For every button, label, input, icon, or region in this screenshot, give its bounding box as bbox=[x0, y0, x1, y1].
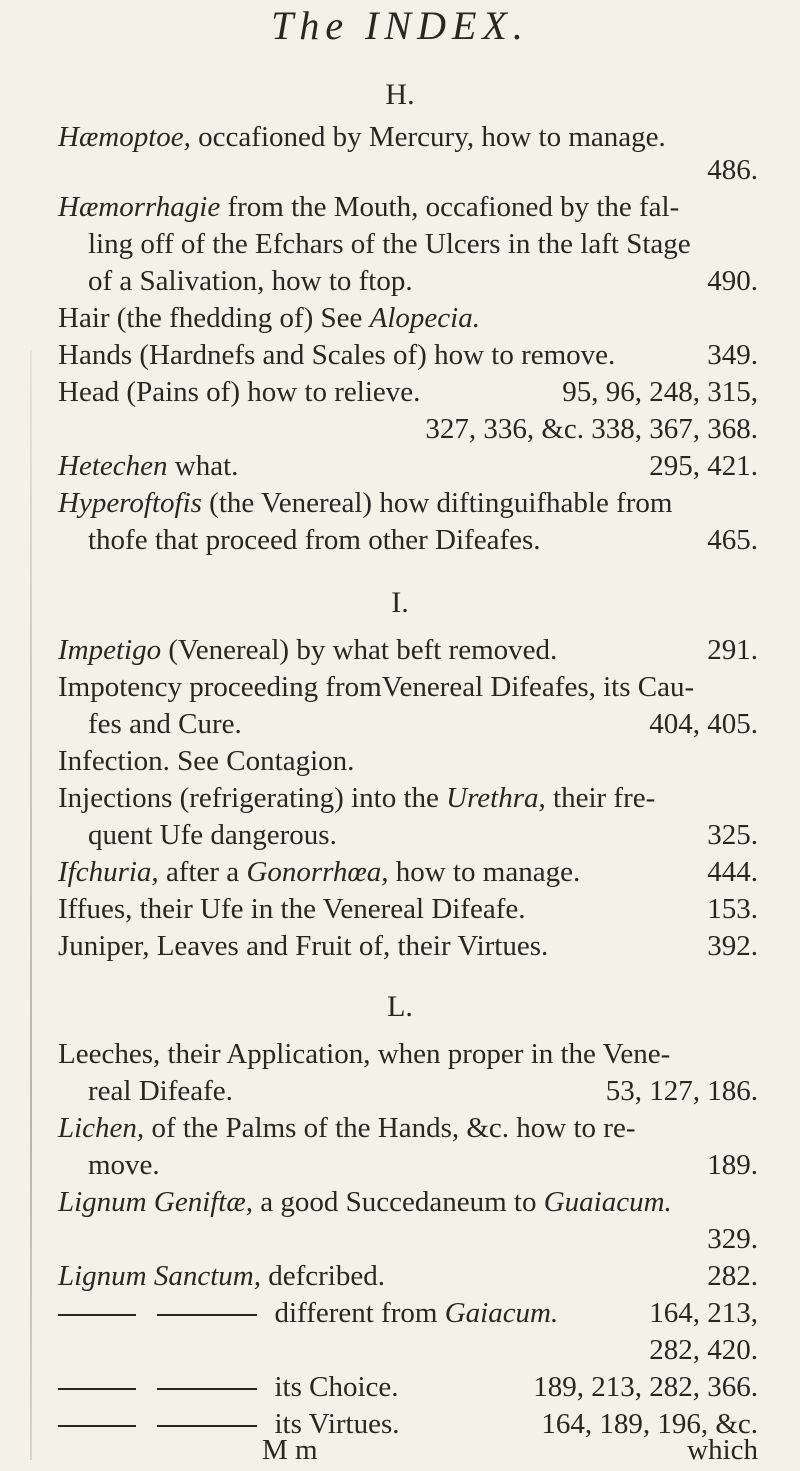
entry-pages: 444. bbox=[707, 856, 758, 888]
entry-text: after a bbox=[165, 856, 240, 888]
entry-haemorrhagie bbox=[58, 189, 758, 226]
entry-text: what. bbox=[174, 450, 239, 482]
ditto-dash bbox=[58, 1314, 136, 1316]
entry-text: Hands (Hardnefs and Scales of) how to remove. bbox=[58, 339, 616, 371]
entry-term: Ifchuria, bbox=[58, 856, 159, 888]
entry-injections bbox=[58, 780, 758, 817]
entry-pages: 404, 405. bbox=[649, 708, 758, 740]
entry-lignum-sanctum bbox=[58, 1258, 758, 1295]
entry-term: Hetechen bbox=[58, 450, 168, 482]
entry-text: defcribed. bbox=[268, 1260, 385, 1292]
entry-continuation: fes and Cure. bbox=[88, 708, 242, 740]
entry-continuation: move. bbox=[88, 1149, 160, 1181]
entry-pages: 95, 96, 248, 315, bbox=[562, 376, 758, 408]
entry-reference: Alopecia. bbox=[369, 302, 480, 334]
entry-text: (Venereal) by what beft removed. bbox=[168, 634, 558, 666]
entry-pages: 329. bbox=[707, 1223, 758, 1255]
entry-pages: 465. bbox=[707, 524, 758, 556]
entry-reference: Guaiacum. bbox=[543, 1186, 672, 1218]
page-header-title: The INDEX. bbox=[271, 3, 529, 48]
entry-term: Impetigo bbox=[58, 634, 162, 666]
page-margin-shadow bbox=[30, 350, 32, 1460]
entry-text: different from bbox=[274, 1297, 438, 1329]
entry-text: a good Succedaneum to bbox=[260, 1186, 537, 1218]
entry-issues: Iffues, their Ufe in the Venereal Difeafe. bbox=[58, 893, 526, 925]
entry-lignum-genistae bbox=[58, 1184, 758, 1221]
entry-reference: Gonorrhœa, bbox=[246, 856, 389, 888]
entry-text: of the Palms of the Hands, &c. how to re- bbox=[151, 1112, 636, 1144]
catchword: which bbox=[687, 1434, 758, 1466]
entry-text: their fre- bbox=[553, 782, 656, 814]
entry-pages: 53, 127, 186. bbox=[605, 1075, 758, 1107]
entry-haemoptoe bbox=[58, 119, 758, 156]
entry-text: its Virtues. bbox=[274, 1408, 400, 1440]
entry-pages: 486. bbox=[707, 154, 758, 186]
entry-reference: Gaiacum. bbox=[444, 1297, 559, 1329]
entry-term: Urethra, bbox=[446, 782, 546, 814]
entry-continuation: thofe that proceed from other Difeafes. bbox=[88, 524, 541, 556]
entry-pages: 325. bbox=[707, 819, 758, 851]
section-heading-h: H. bbox=[385, 78, 415, 111]
entry-pages: 164, 213, bbox=[649, 1297, 758, 1329]
entry-term: Lichen, bbox=[58, 1112, 145, 1144]
entry-text: Hair (the fhedding of) See bbox=[58, 302, 363, 334]
entry-text: its Choice. bbox=[274, 1371, 399, 1403]
entry-leeches: Leeches, their Application, when proper in the Vene- bbox=[58, 1038, 671, 1070]
entry-hyperostosis bbox=[58, 485, 758, 522]
entry-impotency: Impotency proceeding fromVenereal Difeafes, its Cau- bbox=[58, 671, 695, 703]
entry-pages: 282, 420. bbox=[649, 1334, 758, 1366]
entry-text: Head (Pains of) how to relieve. bbox=[58, 376, 421, 408]
ditto-dash bbox=[58, 1388, 136, 1390]
ditto-dash bbox=[58, 1425, 136, 1427]
entry-impetigo bbox=[58, 632, 758, 669]
entry-continuation: real Difeafe. bbox=[88, 1075, 233, 1107]
entry-pages: 282. bbox=[707, 1260, 758, 1292]
entry-pages: 189, 213, 282, 366. bbox=[533, 1371, 758, 1403]
entry-lichen bbox=[58, 1110, 758, 1147]
entry-ischuria bbox=[58, 854, 758, 891]
entry-infection: Infection. See Contagion. bbox=[58, 745, 355, 777]
section-heading-l: L. bbox=[387, 990, 413, 1023]
entry-text: Injections (refrigerating) into the bbox=[58, 782, 439, 814]
entry-pages: 164, 189, 196, &c. bbox=[541, 1408, 758, 1440]
entry-term: Lignum Sanctum, bbox=[58, 1260, 261, 1292]
entry-pages: 349. bbox=[707, 339, 758, 371]
entry-continuation: quent Ufe dangerous. bbox=[88, 819, 337, 851]
entry-hands bbox=[58, 337, 758, 374]
entry-text: how to manage. bbox=[395, 856, 581, 888]
entry-hair bbox=[58, 300, 758, 337]
entry-pages: 153. bbox=[707, 893, 758, 925]
entry-pages: 327, 336, &c. 338, 367, 368. bbox=[425, 413, 758, 445]
entry-pages: 295, 421. bbox=[649, 450, 758, 482]
entry-juniper: Juniper, Leaves and Fruit of, their Virtues. bbox=[58, 930, 549, 962]
entry-text: (the Venereal) how diftinguifhable from bbox=[209, 487, 673, 519]
entry-text: occafioned by Mercury, how to manage. bbox=[198, 121, 666, 153]
entry-pages: 490. bbox=[707, 265, 758, 297]
entry-term: Lignum Geniftæ, bbox=[58, 1186, 253, 1218]
entry-text: from the Mouth, occafioned by the fal- bbox=[227, 191, 680, 223]
signature-mark: M m bbox=[262, 1434, 318, 1466]
ditto-dash bbox=[157, 1314, 257, 1316]
ditto-dash bbox=[157, 1425, 257, 1427]
entry-term: Hyperoftofis bbox=[58, 487, 202, 519]
entry-pages: 291. bbox=[707, 634, 758, 666]
ditto-dash bbox=[157, 1388, 257, 1390]
entry-pages: 392. bbox=[707, 930, 758, 962]
entry-term: Hæmoptoe, bbox=[58, 121, 191, 153]
section-heading-i: I. bbox=[391, 586, 409, 619]
entry-term: Hæmorrhagie bbox=[58, 191, 221, 223]
entry-continuation: of a Salivation, how to ftop. bbox=[88, 265, 413, 297]
entry-pages: 189. bbox=[707, 1149, 758, 1181]
entry-continuation: ling off of the Efchars of the Ulcers in the laft Stage bbox=[88, 228, 691, 260]
